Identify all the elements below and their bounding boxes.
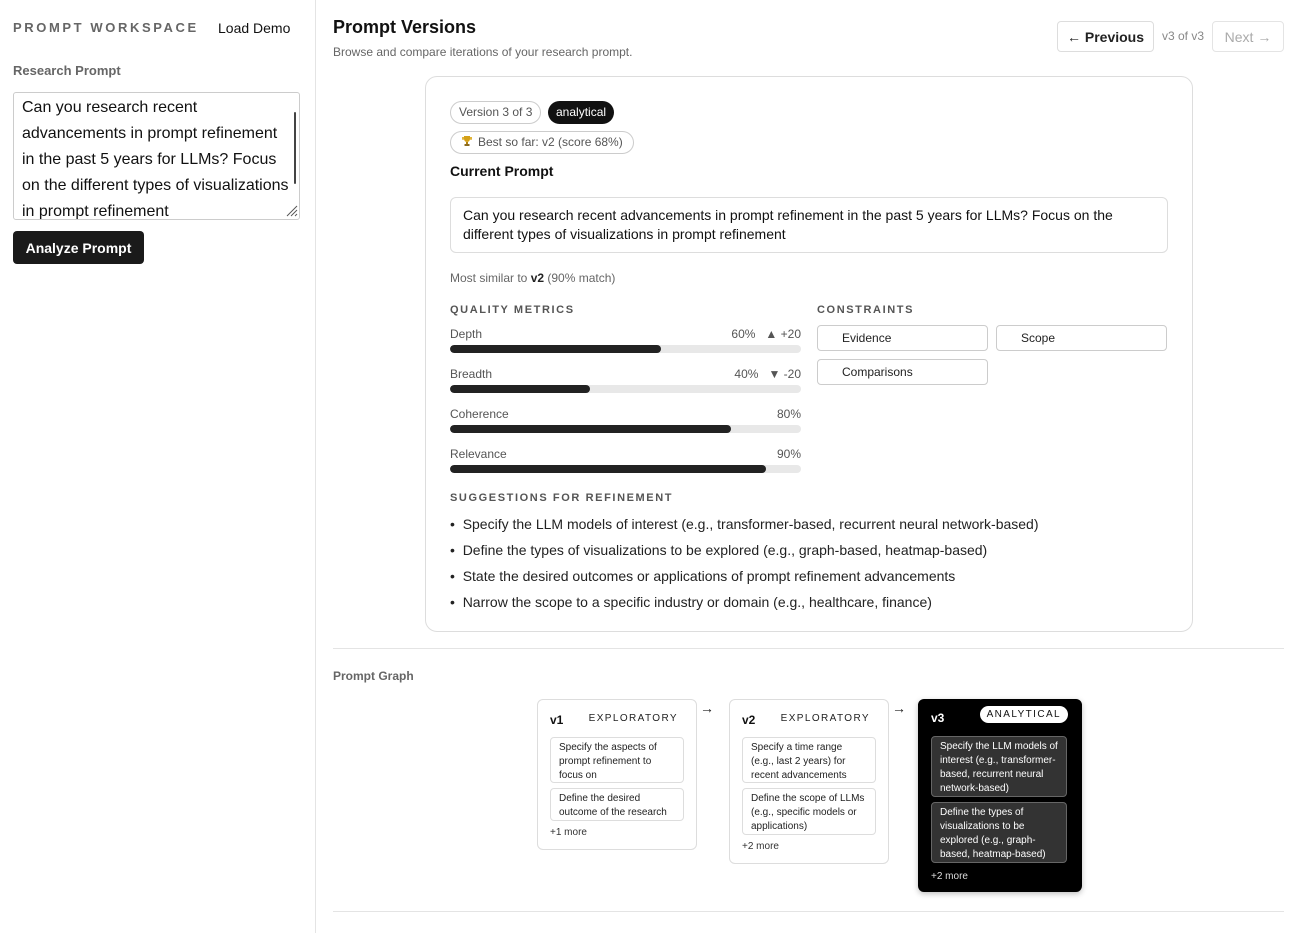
current-prompt-text: Can you research recent advancements in prompt refinement in the past 5 years for LLMs? Focus on the different types of visualizations in prompt refinement — [450, 197, 1168, 253]
page-title: Prompt Versions — [333, 17, 477, 37]
metric-breadth — [450, 367, 801, 407]
metric-name: Breadth — [450, 367, 493, 381]
metric-value: 90% — [776, 447, 801, 461]
list-item: • State the desired outcomes or applications of prompt refinement advancements — [450, 568, 956, 584]
suggestions-label: SUGGESTIONS FOR REFINEMENT — [450, 492, 674, 504]
constraint-evidence[interactable]: Evidence — [817, 325, 988, 351]
node-more[interactable]: +1 more — [550, 827, 587, 838]
metric-value: 40% ▼ -20 — [734, 367, 801, 381]
graph-node-v3[interactable] — [918, 699, 1082, 892]
best-score-chip — [450, 131, 634, 154]
section-divider — [333, 911, 1284, 912]
version-chip: Version 3 of 3 — [450, 101, 541, 124]
version-card — [425, 76, 1193, 632]
metric-name: Coherence — [450, 407, 509, 421]
node-version: v3 — [931, 711, 945, 725]
node-type: EXPLORATORY — [588, 713, 678, 724]
arrow-right-icon: → — [700, 700, 714, 716]
metric-bar-fill — [450, 385, 590, 393]
mode-badge: analytical — [548, 101, 614, 124]
node-suggestion: Specify a time range (e.g., last 2 years) for recent advancements — [742, 737, 876, 783]
metric-name: Depth — [450, 327, 483, 341]
quality-metrics-label: QUALITY METRICS — [450, 304, 575, 316]
graph-node-v1[interactable] — [537, 699, 697, 850]
similarity-prefix: Most similar to — [450, 271, 531, 285]
analyze-prompt-button[interactable]: Analyze Prompt — [13, 231, 144, 264]
node-version: v1 — [550, 713, 564, 727]
page-subtitle: Browse and compare iterations of your research prompt. — [333, 45, 633, 59]
sidebar — [0, 0, 316, 933]
similarity-suffix: (90% match) — [544, 271, 616, 285]
workspace-title: PROMPT WORKSPACE — [13, 20, 199, 35]
prompt-graph-label: Prompt Graph — [333, 669, 414, 683]
constraints-label: CONSTRAINTS — [817, 304, 915, 316]
best-score-text: Best so far: v2 (score 68%) — [478, 135, 623, 149]
research-prompt-label: Research Prompt — [13, 63, 121, 78]
metric-bar — [450, 385, 801, 393]
metric-value: 80% — [776, 407, 801, 421]
node-suggestion: Define the scope of LLMs (e.g., specific models or applications) — [742, 788, 876, 835]
next-button[interactable]: Next → — [1212, 21, 1284, 52]
research-prompt-input[interactable]: Can you research recent advancements in prompt refinement in the past 5 years for LLMs? Focus on the different types of visualizations in prompt refinement — [13, 92, 300, 220]
previous-button[interactable]: ← Previous — [1057, 21, 1154, 52]
node-more[interactable]: +2 more — [931, 871, 968, 882]
metric-relevance — [450, 447, 801, 487]
current-prompt-label: Current Prompt — [450, 163, 554, 179]
metric-bar — [450, 345, 801, 353]
constraint-comparisons[interactable]: Comparisons — [817, 359, 988, 385]
node-suggestion: Define the desired outcome of the research — [550, 788, 684, 821]
version-counter: v3 of v3 — [1162, 29, 1205, 43]
resize-handle-icon[interactable] — [284, 203, 298, 217]
similarity-note — [450, 271, 615, 285]
load-demo-button[interactable]: Load Demo — [218, 20, 291, 36]
node-version: v2 — [742, 713, 756, 727]
metric-coherence — [450, 407, 801, 447]
node-type: ANALYTICAL — [980, 706, 1068, 723]
main-panel — [317, 0, 1297, 933]
metric-name: Relevance — [450, 447, 507, 461]
similar-version[interactable]: v2 — [530, 271, 545, 285]
metric-bar-fill — [450, 425, 731, 433]
arrow-right-icon: → — [892, 700, 906, 716]
node-suggestion: Specify the LLM models of interest (e.g., transformer-based, recurrent neural network-based) — [931, 736, 1067, 797]
textarea-scrollbar[interactable] — [294, 112, 296, 184]
list-item: • Specify the LLM models of interest (e.g., transformer-based, recurrent neural network-based) — [450, 516, 1039, 532]
metric-bar — [450, 425, 801, 433]
list-item: • Define the types of visualizations to be explored (e.g., graph-based, heatmap-based) — [450, 542, 988, 558]
metric-bar — [450, 465, 801, 473]
trophy-icon — [461, 135, 473, 147]
metric-bar-fill — [450, 465, 766, 473]
metric-value: 60% ▲ +20 — [731, 327, 801, 341]
constraint-scope[interactable]: Scope — [996, 325, 1167, 351]
metric-delta-up: ▲ +20 — [765, 327, 801, 341]
metric-bar-fill — [450, 345, 661, 353]
node-type: EXPLORATORY — [780, 713, 870, 724]
graph-node-v2[interactable] — [729, 699, 889, 864]
metric-depth — [450, 327, 801, 367]
node-suggestion: Specify the aspects of prompt refinement to focus on — [550, 737, 684, 783]
node-more[interactable]: +2 more — [742, 841, 779, 852]
list-item: • Narrow the scope to a specific industry or domain (e.g., healthcare, finance) — [450, 594, 932, 610]
metric-delta-down: ▼ -20 — [768, 367, 801, 381]
node-suggestion: Define the types of visualizations to be explored (e.g., graph-based, heatmap-based) — [931, 802, 1067, 863]
section-divider — [333, 648, 1284, 649]
